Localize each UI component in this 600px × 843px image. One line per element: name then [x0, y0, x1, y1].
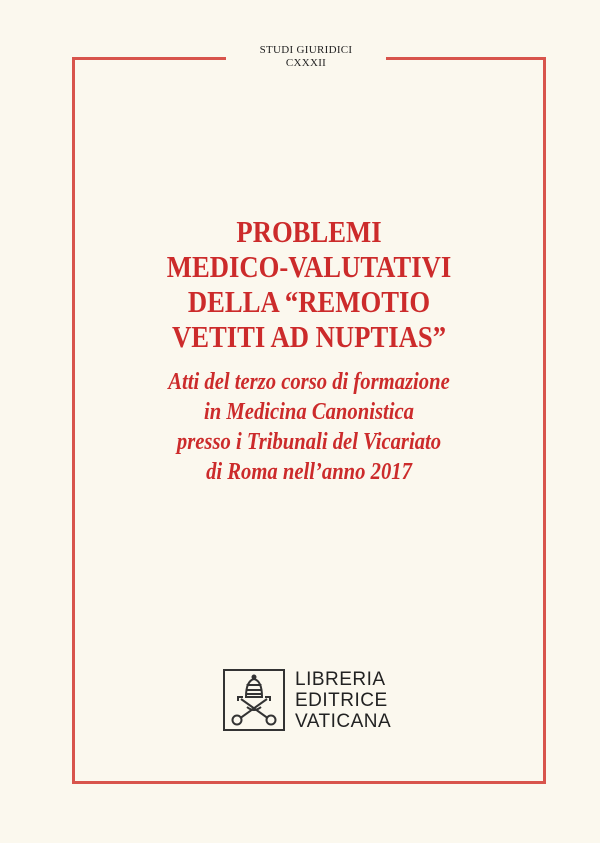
- papal-keys-tiara-icon: [223, 669, 285, 731]
- publisher-logo: [223, 667, 391, 733]
- series-number: CXXXII: [285, 57, 327, 69]
- publisher-line: LIBRERIA: [295, 668, 386, 690]
- publisher-line: VATICANA: [295, 710, 392, 732]
- subtitle-line: di Roma nell’anno 2017: [206, 459, 412, 485]
- title-line: VETITI AD NUPTIAS”: [171, 319, 447, 354]
- series-label: [226, 44, 386, 70]
- title-line: PROBLEMI: [236, 214, 382, 249]
- title-line: DELLA “REMOTIO: [187, 284, 431, 319]
- title-line: MEDICO-VALUTATIVI: [166, 249, 452, 284]
- publisher-name: [295, 669, 391, 732]
- book-title: [112, 214, 506, 354]
- subtitle-line: Atti del terzo corso di formazione: [168, 369, 450, 395]
- subtitle-line: in Medicina Canonistica: [204, 399, 414, 425]
- book-subtitle: [112, 367, 506, 487]
- subtitle-line: presso i Tribunali del Vicariato: [176, 429, 442, 455]
- publisher-line: EDITRICE: [295, 689, 388, 711]
- series-name: STUDI GIURIDICI: [259, 44, 353, 56]
